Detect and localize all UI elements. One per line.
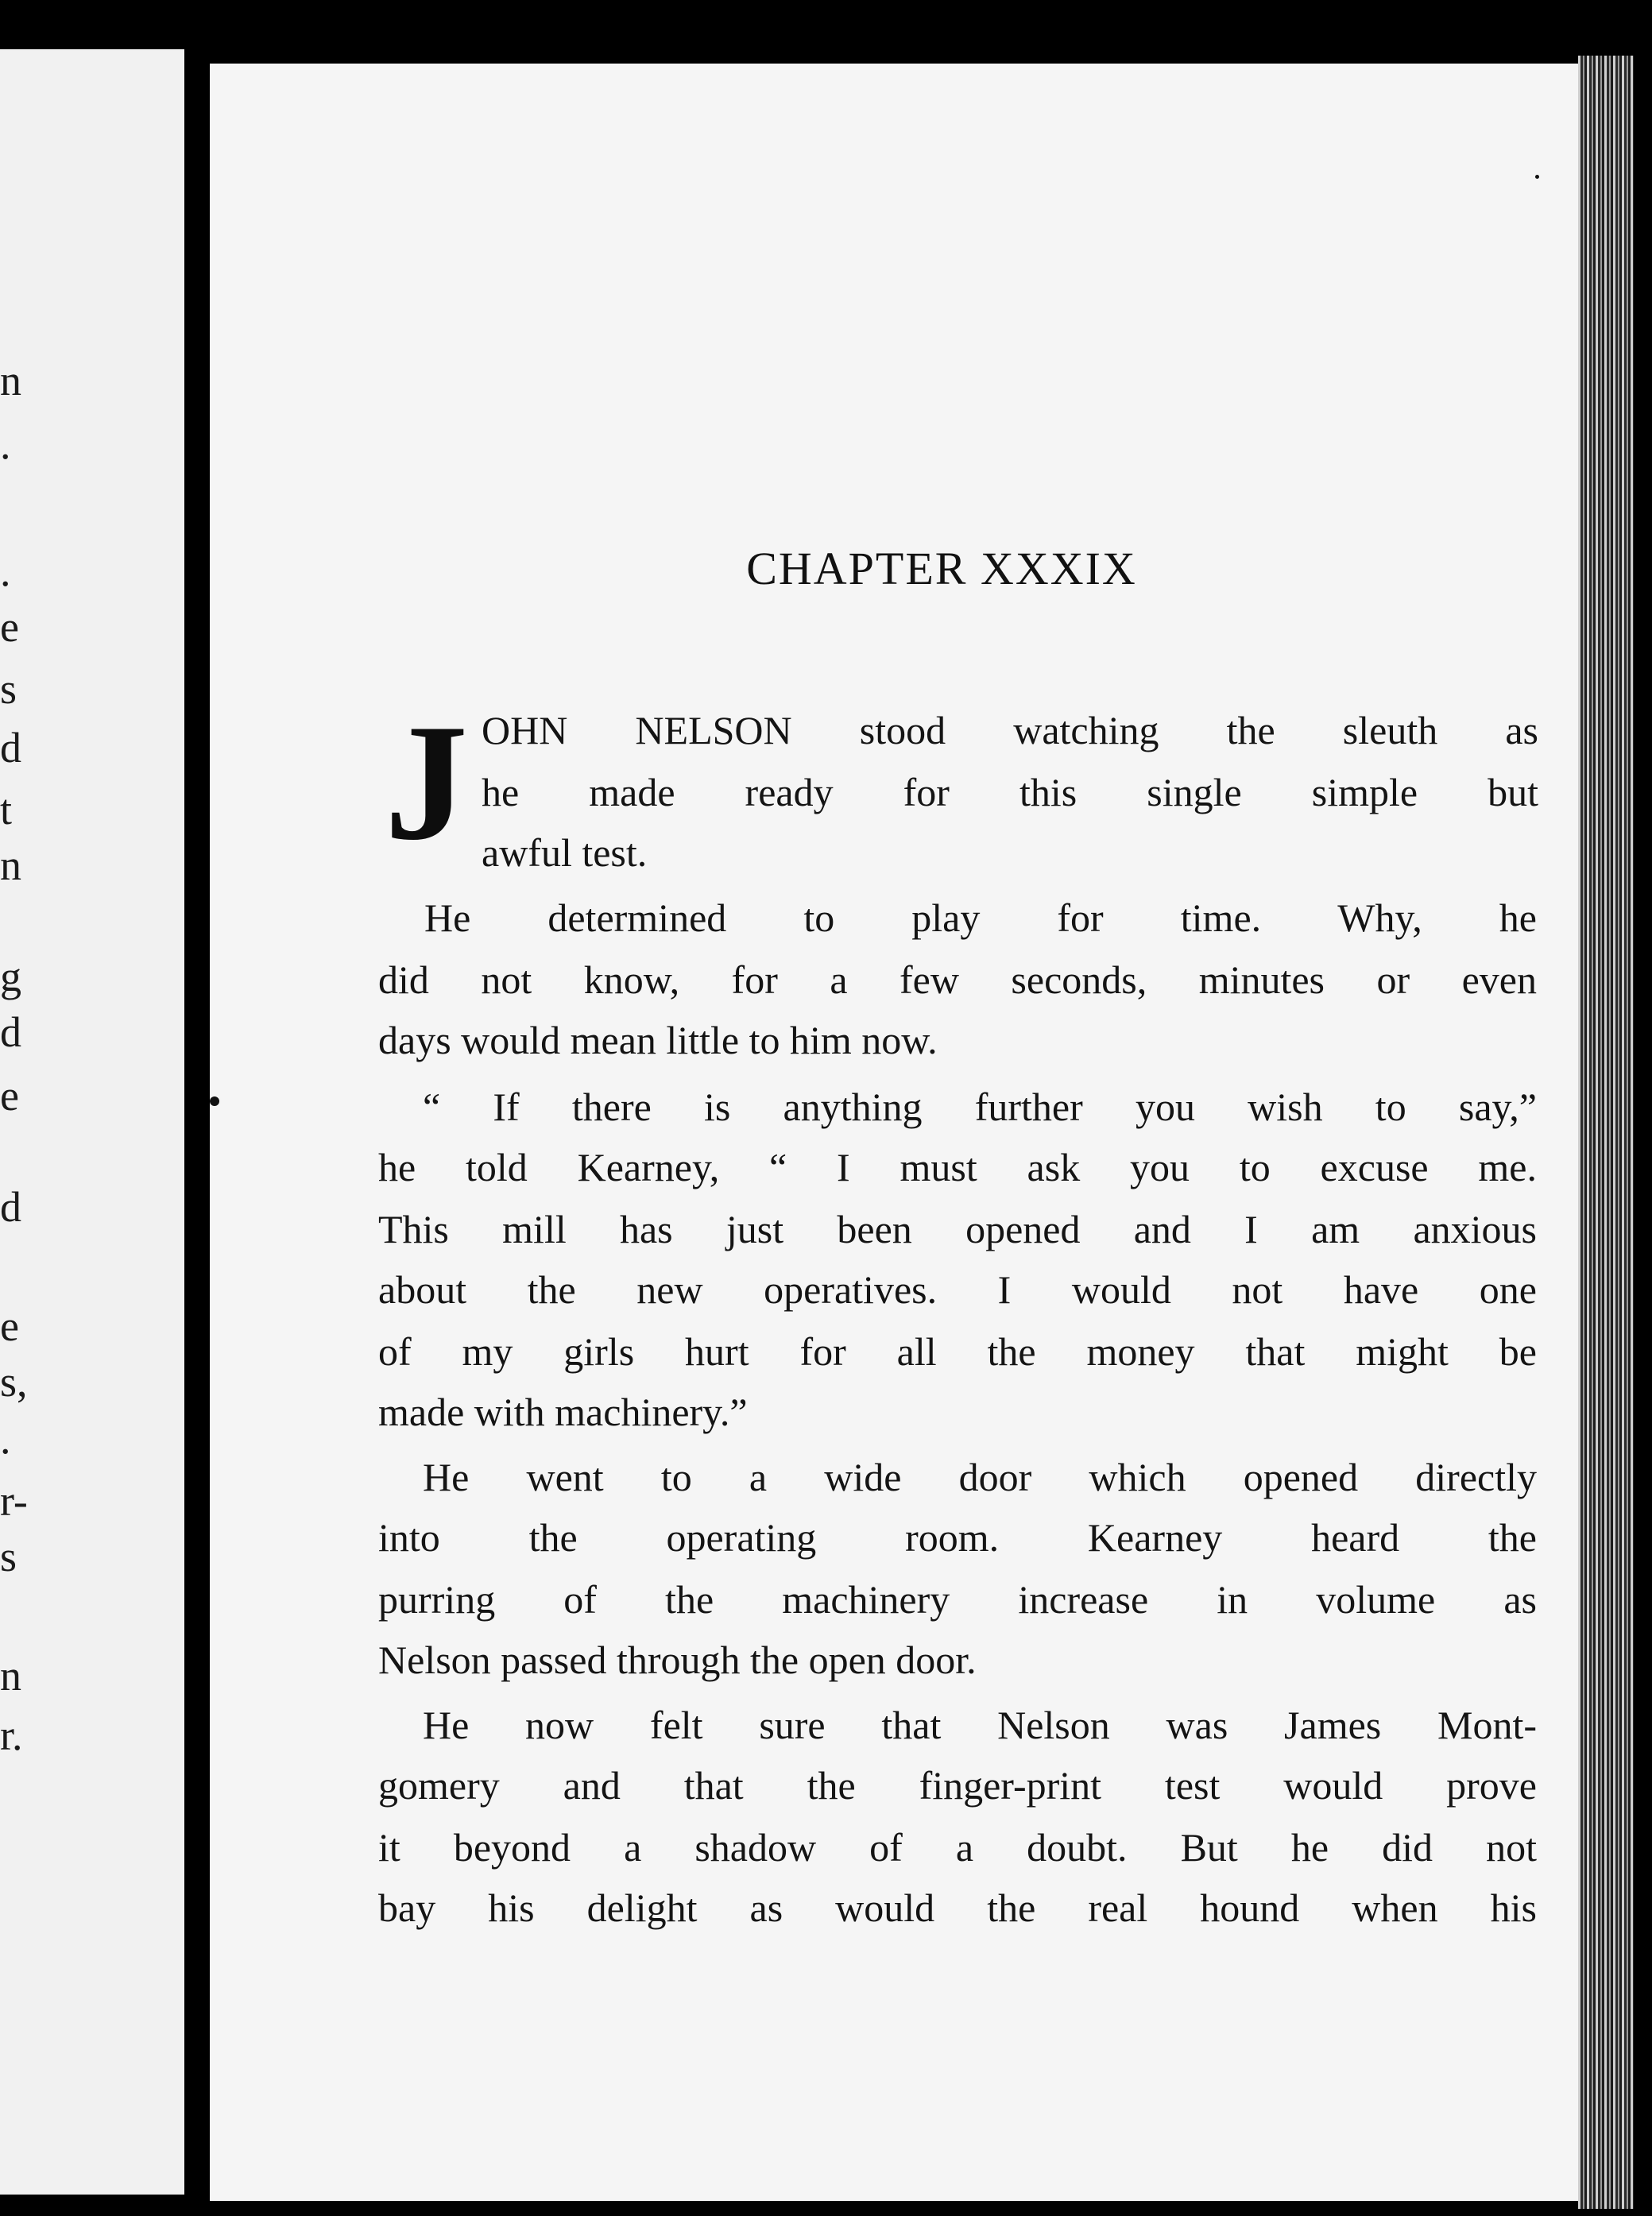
left-page-fragment: s,: [0, 1358, 28, 1406]
text-line: into the operating room. Kearney heard the: [378, 1515, 1537, 1560]
ink-speck: [210, 1096, 219, 1106]
book-page: [210, 64, 1578, 2201]
text-line: he told Kearney, “ I must ask you to excuse me.: [378, 1145, 1537, 1189]
left-page-fragment: r.: [0, 1711, 23, 1759]
left-page-fragment: .: [0, 420, 11, 468]
page-fore-edge: [1578, 56, 1634, 2209]
left-page-fragment: d: [0, 1008, 21, 1056]
text-line: “ If there is anything further you wish to say,”: [423, 1085, 1537, 1129]
left-page-fragment: s: [0, 1533, 17, 1580]
page-gutter-rule: [188, 49, 202, 2195]
left-page-fragment: e: [0, 603, 19, 651]
chapter-title: CHAPTER XXXIX: [746, 543, 1137, 594]
text-line: it beyond a shadow of a doubt. But he did not: [378, 1825, 1537, 1870]
ink-speck: [1535, 175, 1539, 179]
left-page-fragment: d: [0, 724, 21, 772]
left-facing-page: [0, 49, 184, 2195]
text-line: He went to a wide door which opened directly: [423, 1455, 1537, 1499]
left-page-fragment: r-: [0, 1477, 28, 1525]
left-page-fragment: s: [0, 665, 17, 713]
page-top-rule: [202, 49, 1600, 64]
text-line: about the new operatives. I would not have one: [378, 1267, 1537, 1312]
text-line: Nelson passed through the open door.: [378, 1638, 977, 1682]
left-page-fragment: .: [0, 1415, 11, 1463]
text-line: bay his delight as would the real hound when his: [378, 1885, 1537, 1930]
left-page-fragment: g: [0, 953, 21, 1000]
left-page-fragment: n: [0, 357, 21, 404]
left-page-fragment: n: [0, 1652, 21, 1700]
text-line: of my girls hurt for all the money that might be: [378, 1329, 1537, 1374]
left-page-fragment: e: [0, 1302, 19, 1350]
text-line: He determined to play for time. Why, he: [424, 895, 1537, 940]
text-line: This mill has just been opened and I am anxious: [378, 1207, 1537, 1251]
text-line: he made ready for this single simple but: [482, 770, 1538, 814]
text-line: awful test.: [482, 830, 648, 875]
left-page-fragment: .: [0, 547, 11, 595]
text-line: OHN NELSON stood watching the sleuth as: [482, 708, 1538, 752]
left-page-fragment: e: [0, 1072, 19, 1120]
text-line: He now felt sure that Nelson was James Mont-: [423, 1703, 1537, 1747]
text-line: gomery and that the finger-print test would prove: [378, 1763, 1537, 1808]
left-page-fragment: t: [0, 786, 13, 833]
drop-cap: J: [385, 690, 468, 875]
text-line: made with machinery.”: [378, 1390, 748, 1434]
left-page-fragment: d: [0, 1183, 21, 1231]
text-line: purring of the machinery increase in volume as: [378, 1577, 1537, 1622]
text-line: did not know, for a few seconds, minutes or even: [378, 957, 1537, 1002]
left-page-fragment: n: [0, 841, 21, 889]
text-line: days would mean little to him now.: [378, 1018, 938, 1062]
